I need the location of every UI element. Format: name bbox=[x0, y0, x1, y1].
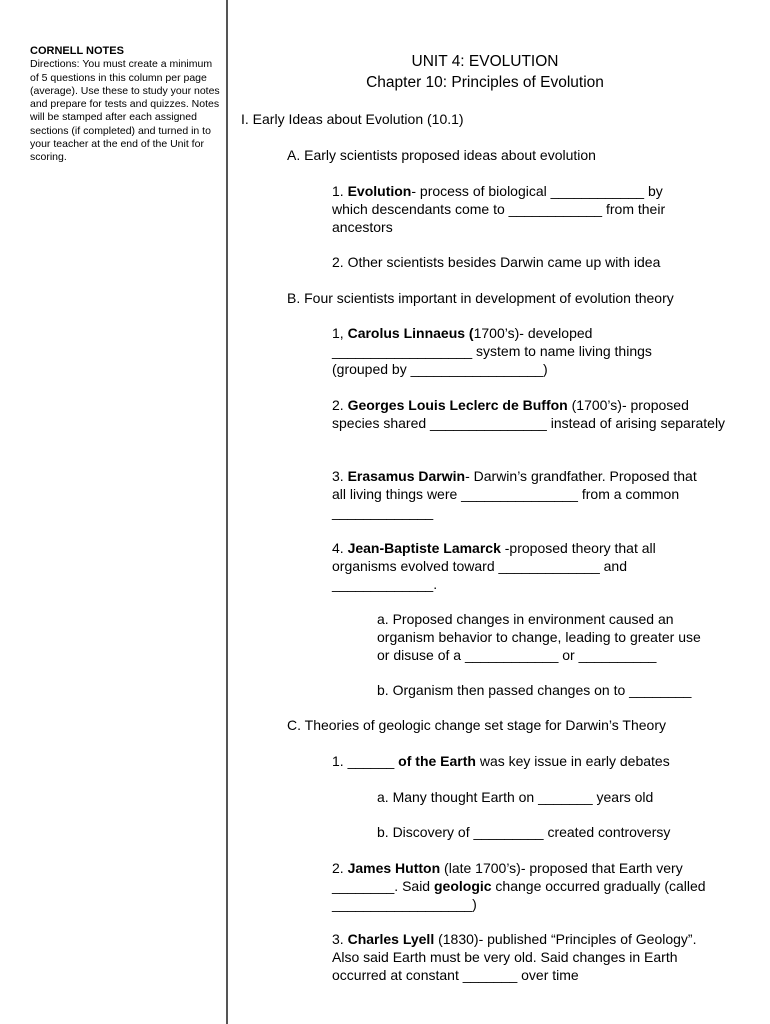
sub-note-item: a. Proposed changes in environment caused an organism behavior to change, leading to greater use or disuse of a ____________ or __________ bbox=[377, 611, 701, 663]
text-span: was key issue in early debates bbox=[475, 753, 670, 769]
text-span: (1700’s)- proposed species shared _______________ instead of arising separately bbox=[332, 397, 726, 431]
scientist-name: Georges Louis Leclerc de Buffon bbox=[347, 397, 568, 413]
scientist-name: Carolus Linnaeus ( bbox=[347, 325, 474, 341]
bold-text: geologic bbox=[433, 878, 492, 894]
text-span: - process of biological ____________ by which descendants come to ____________ from their ancestors bbox=[332, 183, 666, 235]
term: Evolution bbox=[347, 183, 412, 199]
text-span: 3. bbox=[332, 931, 348, 947]
note-item bbox=[332, 539, 687, 593]
section-heading-1: I. Early Ideas about Evolution (10.1) bbox=[241, 111, 464, 127]
text-span: 1. bbox=[332, 183, 348, 199]
sub-note-item: b. Discovery of _________ created controversy bbox=[377, 824, 671, 840]
note-item bbox=[332, 467, 712, 521]
note-item bbox=[332, 182, 697, 236]
scientist-name: Charles Lyell bbox=[347, 931, 435, 947]
text-span: -proposed theory that all organisms evolved toward _____________ and _____________. bbox=[332, 540, 656, 592]
scientist-name: Jean-Baptiste Lamarck bbox=[347, 540, 501, 556]
text-span: 3. bbox=[332, 468, 348, 484]
scientist-name: Erasamus Darwin bbox=[347, 468, 466, 484]
note-item bbox=[332, 930, 722, 984]
text-span: 4. bbox=[332, 540, 348, 556]
cue-column-title: CORNELL NOTES bbox=[30, 45, 124, 57]
sub-note-item: a. Many thought Earth on _______ years old bbox=[377, 789, 654, 805]
text-span: (1830)- published “Principles of Geology”. Also said Earth must be very old. Said changes in Earth occurred at constant _______ over time bbox=[332, 931, 697, 983]
text-span: change occurred gradually (called __________________) bbox=[332, 878, 706, 912]
text-span: 1, bbox=[332, 325, 348, 341]
unit-title: UNIT 4: EVOLUTION bbox=[411, 53, 559, 70]
chapter-title: Chapter 10: Principles of Evolution bbox=[366, 74, 604, 91]
note-item bbox=[332, 752, 732, 770]
scientist-name: James Hutton bbox=[347, 860, 441, 876]
bold-text: of the Earth bbox=[398, 753, 476, 769]
note-item: 2. Other scientists besides Darwin came up with idea bbox=[332, 254, 661, 270]
cue-column-directions: Directions: You must create a minimum of 5 questions in this column per page (average). Use these to study your notes and prepare for tests and quizzes. Notes will be stamped after each assigned sections (if completed) and turned in to your teacher at the end of the Unit for scoring. bbox=[30, 58, 220, 164]
subsection-heading-b: B. Four scientists important in development of evolution theory bbox=[287, 290, 674, 306]
text-span: 1. ______ bbox=[332, 753, 399, 769]
subsection-heading-a: A. Early scientists proposed ideas about evolution bbox=[287, 147, 596, 163]
note-item bbox=[332, 324, 687, 378]
text-span: - Darwin’s grandfather. Proposed that all living things were _______________ from a common _____________ bbox=[332, 468, 697, 520]
text-span: 1700’s)- developed __________________ system to name living things (grouped by _________________) bbox=[332, 325, 652, 377]
text-span: 2. bbox=[332, 860, 348, 876]
subsection-heading-c: C. Theories of geologic change set stage for Darwin’s Theory bbox=[287, 717, 666, 733]
note-item bbox=[332, 396, 727, 432]
sub-note-item: b. Organism then passed changes on to ________ bbox=[377, 682, 692, 698]
note-item bbox=[332, 859, 722, 913]
text-span: 2. bbox=[332, 397, 348, 413]
text-span: (late 1700’s)- proposed that Earth very ________. Said bbox=[332, 860, 683, 894]
